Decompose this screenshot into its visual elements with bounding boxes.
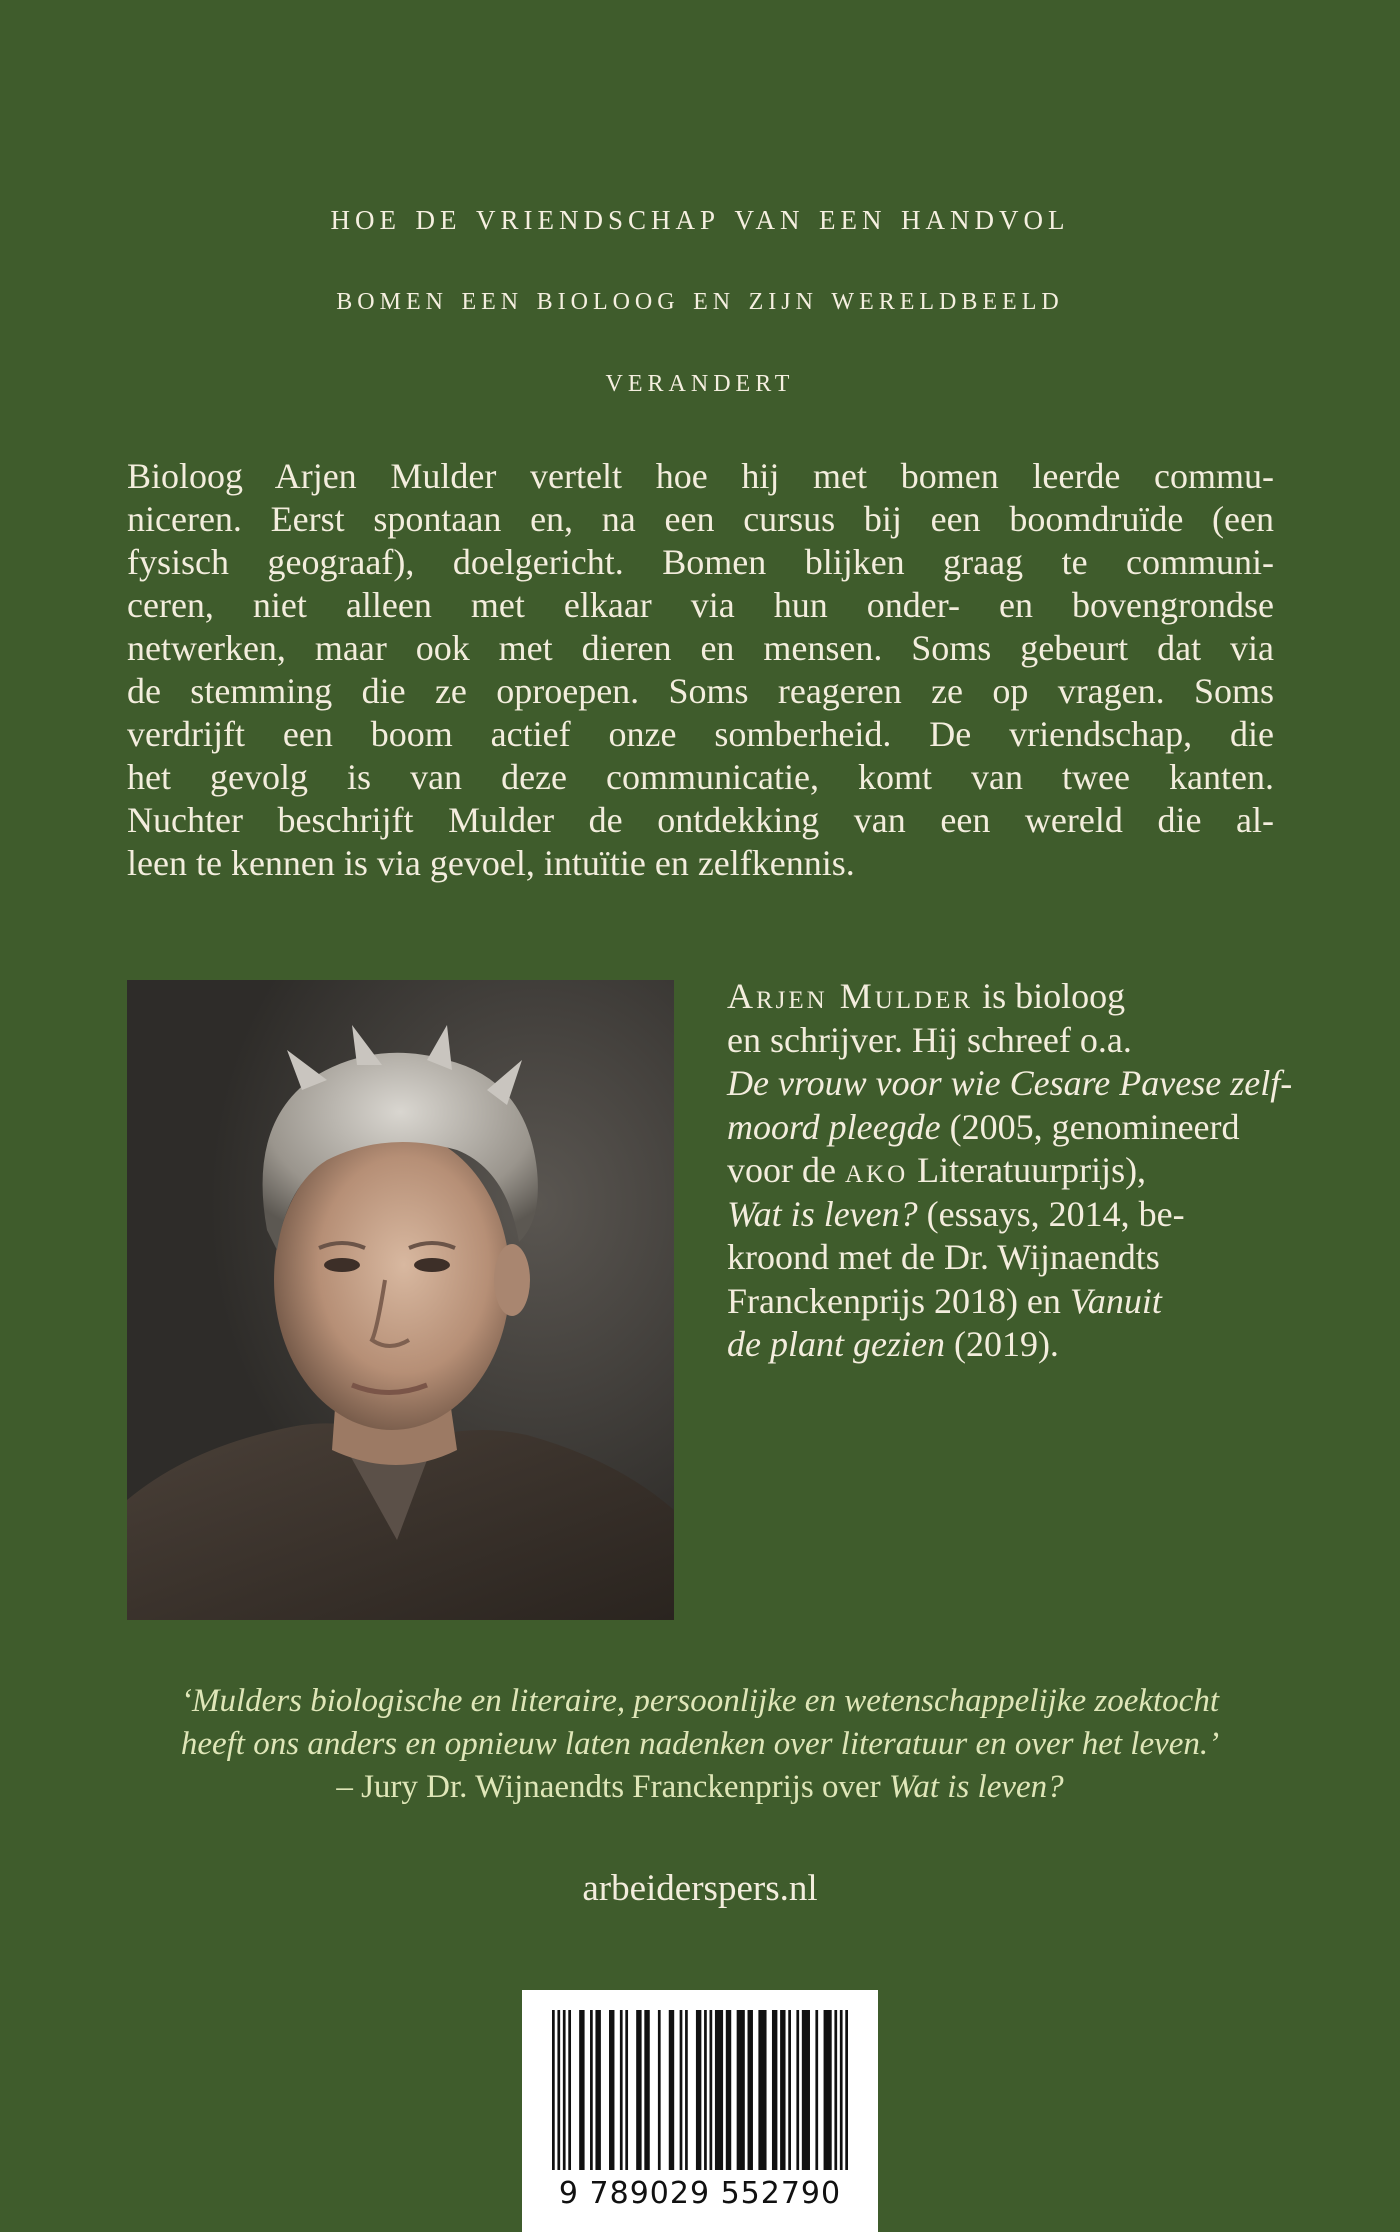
barcode-bar (704, 2010, 707, 2170)
barcode-bar (726, 2010, 731, 2170)
barcode-bar (737, 2010, 745, 2170)
barcode-bar (685, 2010, 688, 2170)
barcode-bar (620, 2010, 623, 2170)
quote-line-2: heeft ons anders en opnieuw laten nadenken over literatuur en over het leven.’ (180, 1726, 1220, 1762)
bio-line (727, 1193, 1257, 1237)
bio-line: kroond met de Dr. Wijnaendts (727, 1237, 1160, 1277)
barcode-bar (715, 2010, 723, 2170)
barcode-bar (772, 2010, 777, 2170)
barcode-bar (579, 2010, 584, 2170)
author-name: Arjen Mulder (727, 976, 974, 1016)
blurb-line: verdrijft een boom actief onze somberheid. De vriendschap, die (127, 714, 1274, 754)
barcode-bar (845, 2010, 848, 2170)
bio-text: (2005, genomineerd (940, 1106, 1240, 1147)
prize-abbreviation: ako (844, 1150, 909, 1190)
headline-line-2: bomen een bioloog en zijn wereldbeeld (336, 280, 1064, 317)
blurb-paragraph (127, 455, 1274, 885)
attribution-book-title: Wat is leven? (888, 1769, 1064, 1805)
isbn-number: 9 789029 552790 (558, 2176, 842, 2211)
book-title: de plant gezien (727, 1324, 945, 1364)
barcode-bar (658, 2010, 661, 2170)
bio-text: (2019). (944, 1324, 1059, 1364)
quote-line-1: ‘Mulders biologische en literaire, persoonlijke en wetenschappelijke zoektocht (180, 1683, 1219, 1719)
bio-line (727, 1106, 1257, 1150)
barcode-bar (595, 2010, 600, 2170)
attribution-text: – Jury Dr. Wijnaendts Franckenprijs over (336, 1769, 889, 1805)
barcode-bar (625, 2010, 628, 2170)
barcode-bar (748, 2010, 753, 2170)
blurb-line: Nuchter beschrijft Mulder de ontdekking van een wereld die al- (127, 800, 1274, 840)
blurb-line: netwerken, maar ook met dieren en mensen. Soms gebeurt dat via (127, 628, 1274, 668)
barcode-bar (802, 2010, 810, 2170)
bio-line (727, 1149, 1257, 1193)
barcode-bar (552, 2010, 555, 2170)
blurb-line: fysisch geograaf), doelgericht. Bomen blijken graag te communi- (127, 542, 1274, 582)
bio-line (727, 975, 1257, 1019)
blurb-line: Bioloog Arjen Mulder vertelt hoe hij met bomen leerde commu- (127, 456, 1274, 496)
barcode-bar (644, 2010, 649, 2170)
blurb-line: niceren. Eerst spontaan en, na een cursus bij een boomdruïde (een (127, 499, 1274, 539)
headline-line-1: hoe de vriendschap van een handvol (330, 196, 1070, 238)
blurb-line: de stemming die ze oproepen. Soms reageren ze op vragen. Soms (127, 671, 1274, 711)
bio-text: is bioloog (973, 976, 1126, 1016)
bio-line: en schrijver. Hij schreef o.a. (727, 1019, 1132, 1060)
barcode-bars (522, 1990, 878, 2180)
book-title: moord pleegde (727, 1106, 941, 1147)
book-title: Vanuit (1069, 1280, 1162, 1321)
barcode-bar (563, 2010, 566, 2170)
barcode-bar (758, 2010, 766, 2170)
author-photo (127, 980, 674, 1620)
headline-line-3: verandert (605, 362, 795, 399)
barcode-bar (840, 2010, 843, 2170)
bio-text: Literatuurprijs), (908, 1150, 1147, 1190)
barcode-bar (557, 2010, 560, 2170)
barcode-bar (788, 2010, 791, 2170)
blurb-line: leen te kennen is via gevoel, intuïtie en zelfkennis. (127, 843, 855, 883)
bio-text: (essays, 2014, be- (917, 1193, 1185, 1234)
blurb-line: ceren, niet alleen met elkaar via hun onder- en bovengrondse (127, 585, 1274, 625)
barcode-bar (780, 2010, 785, 2170)
barcode-bar (834, 2010, 837, 2170)
book-title: De vrouw voor wie Cesare Pavese zelf- (727, 1063, 1293, 1103)
barcode-bar (669, 2010, 674, 2170)
barcode-bar (568, 2010, 571, 2170)
bio-line (727, 1323, 1257, 1367)
barcode-bar (710, 2010, 713, 2170)
bio-text: Franckenprijs 2018) en (727, 1280, 1070, 1321)
barcode-bar (680, 2010, 683, 2170)
author-bio (727, 975, 1293, 1367)
barcode-bar (590, 2010, 593, 2170)
quote-attribution (100, 1766, 1300, 1809)
book-title: Wat is leven? (727, 1193, 918, 1234)
barcode-bar (824, 2010, 832, 2170)
barcode-bar (815, 2010, 818, 2170)
blurb-line: het gevolg is van deze communicatie, komt van twee kanten. (127, 757, 1274, 797)
barcode-bar (696, 2010, 701, 2170)
barcode-bar (796, 2010, 799, 2170)
barcode-bar (636, 2010, 641, 2170)
barcode-bar (609, 2010, 614, 2170)
publisher-website: arbeiderspers.nl (582, 1868, 818, 1909)
bio-text: voor de (727, 1150, 845, 1190)
isbn-barcode (522, 1990, 878, 2232)
headline (140, 196, 1260, 446)
jury-quote (100, 1680, 1300, 1809)
bio-line (727, 1280, 1257, 1324)
bio-line (727, 1062, 1293, 1106)
